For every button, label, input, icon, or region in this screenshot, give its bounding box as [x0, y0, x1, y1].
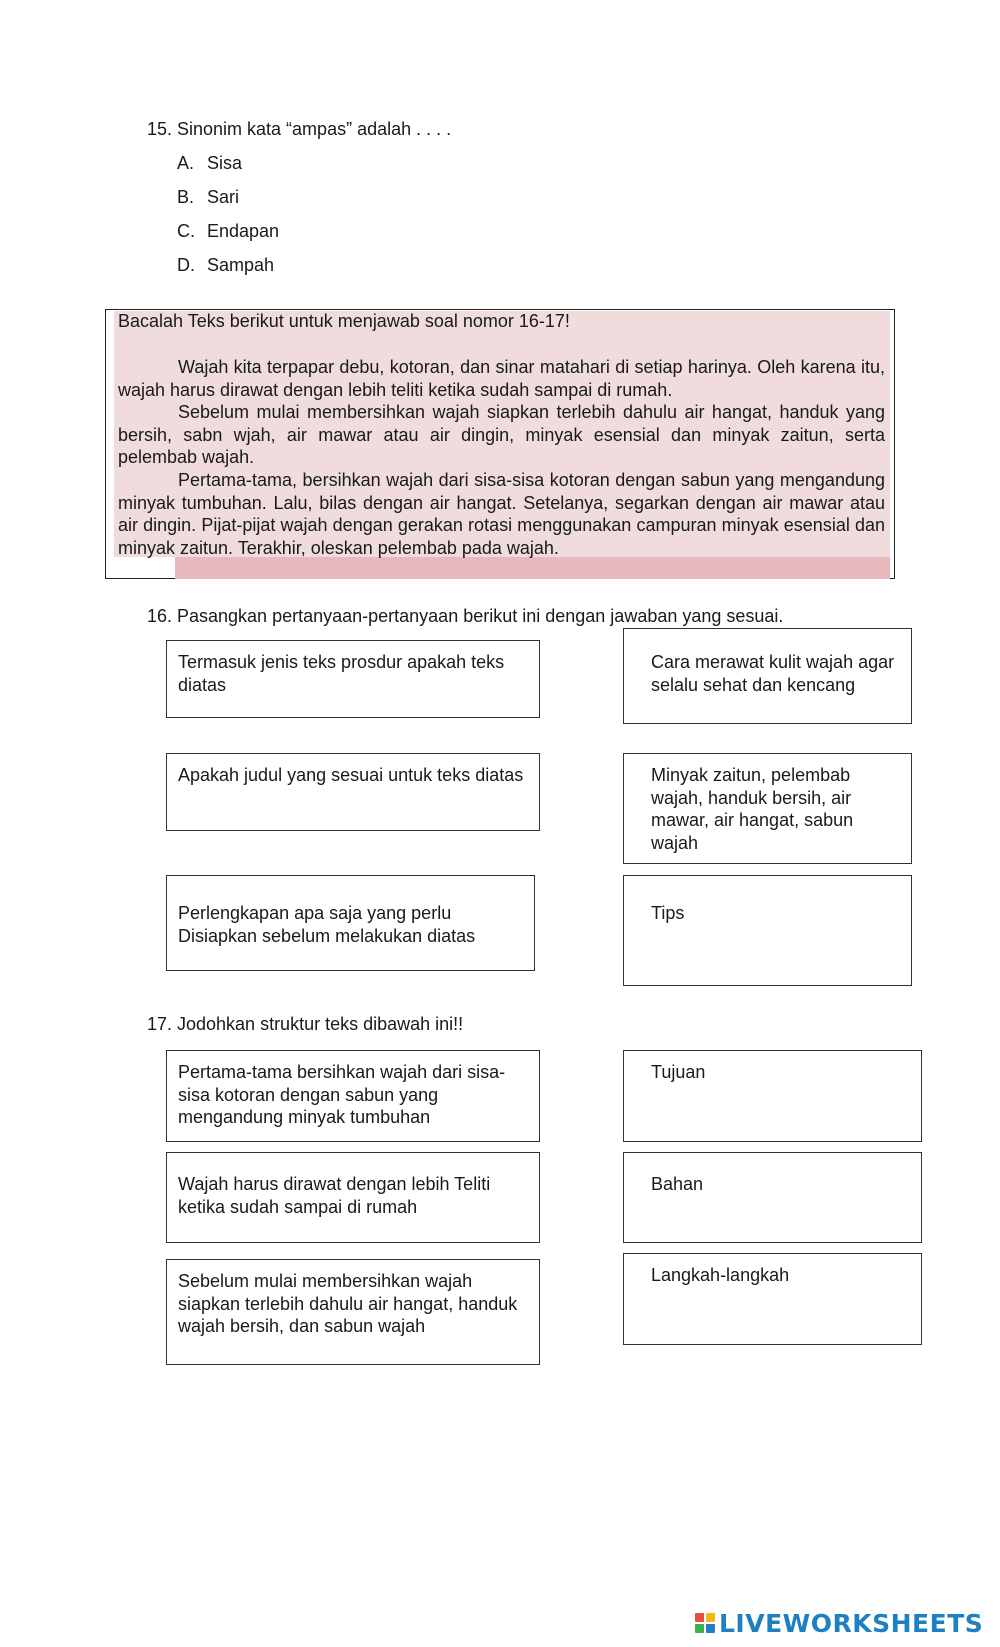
passage-paragraph-3: Pertama-tama, bersihkan wajah dari sisa-sisa kotoran dengan sabun yang mengandung minyak tumbuhan. Lalu, bilas dengan air hangat. Setelanya, segarkan dengan air mawar atau air dingin. Pijat-pijat wajah dengan gerakan rotasi menggunakan campuran minyak esensial dan minyak zaitun. Terakhir, oleskan pelembab pada wajah.	[118, 470, 885, 558]
q16-right-item-1[interactable]: Cara merawat kulit wajah agar selalu sehat dan kencang	[623, 628, 912, 724]
q17-right-item-2[interactable]: Bahan	[623, 1152, 922, 1243]
passage-paragraph-1: Wajah kita terpapar debu, kotoran, dan sinar matahari di setiap harinya. Oleh karena itu, wajah harus dirawat dengan lebih teliti ketika sudah sampai di rumah.	[118, 357, 885, 400]
option-a-text[interactable]: Sisa	[207, 153, 243, 173]
logo-block-blue	[706, 1624, 715, 1633]
q17-left-item-3[interactable]: Sebelum mulai membersihkan wajah siapkan terlebih dahulu air hangat, handuk wajah bersih, dan sabun wajah	[166, 1259, 540, 1365]
q16-right-item-3[interactable]: Tips	[623, 875, 912, 986]
q17-left-item-1[interactable]: Pertama-tama bersihkan wajah dari sisa-sisa kotoran dengan sabun yang mengandung minyak tumbuhan	[166, 1050, 540, 1142]
option-d-letter: D.	[177, 255, 195, 275]
q16-right-item-2[interactable]: Minyak zaitun, pelembab wajah, handuk bersih, air mawar, air hangat, sabun wajah	[623, 753, 912, 864]
liveworksheets-logo	[695, 1609, 983, 1637]
option-c-text[interactable]: Endapan	[207, 221, 280, 241]
logo-text: LIVEWORKSHEETS	[719, 1608, 984, 1638]
option-a-letter: A.	[177, 153, 195, 173]
logo-block-yellow	[706, 1613, 715, 1622]
passage-paragraph-2: Sebelum mulai membersihkan wajah siapkan terlebih dahulu air hangat, handuk yang bersih, sabn wjah, air mawar atau air dingin, minyak esensial dan minyak zaitun, serta pelembab wajah.	[118, 402, 885, 467]
q17-right-item-3[interactable]: Langkah-langkah	[623, 1253, 922, 1345]
option-c-letter: C.	[177, 221, 195, 241]
logo-block-red	[695, 1613, 704, 1622]
logo-block-green	[695, 1624, 704, 1633]
q16-left-item-2[interactable]: Apakah judul yang sesuai untuk teks diatas	[166, 753, 540, 831]
q17-right-item-1[interactable]: Tujuan	[623, 1050, 922, 1142]
question-17-text: Jodohkan struktur teks dibawah ini!!	[177, 1014, 464, 1034]
question-16-text: Pasangkan pertanyaan-pertanyaan berikut ini dengan jawaban yang sesuai.	[177, 606, 784, 626]
logo-blocks-icon	[695, 1613, 715, 1633]
q16-left-item-3[interactable]: Perlengkapan apa saja yang perlu Disiapkan sebelum melakukan diatas	[166, 875, 535, 971]
q17-left-item-2[interactable]: Wajah harus dirawat dengan lebih Teliti ketika sudah sampai di rumah	[166, 1152, 540, 1243]
question-15-number: 15.	[147, 119, 173, 139]
option-b-text[interactable]: Sari	[207, 187, 240, 207]
option-d-text[interactable]: Sampah	[207, 255, 275, 275]
passage-heading: Bacalah Teks berikut untuk menjawab soal nomor 16-17!	[118, 311, 570, 331]
question-17-number: 17.	[147, 1014, 173, 1034]
passage-highlight-band	[175, 557, 890, 579]
q16-left-item-1[interactable]: Termasuk jenis teks prosdur apakah teks diatas	[166, 640, 540, 718]
question-16-number: 16.	[147, 606, 173, 626]
question-15-text: Sinonim kata “ampas” adalah . . . .	[177, 119, 452, 139]
option-b-letter: B.	[177, 187, 195, 207]
